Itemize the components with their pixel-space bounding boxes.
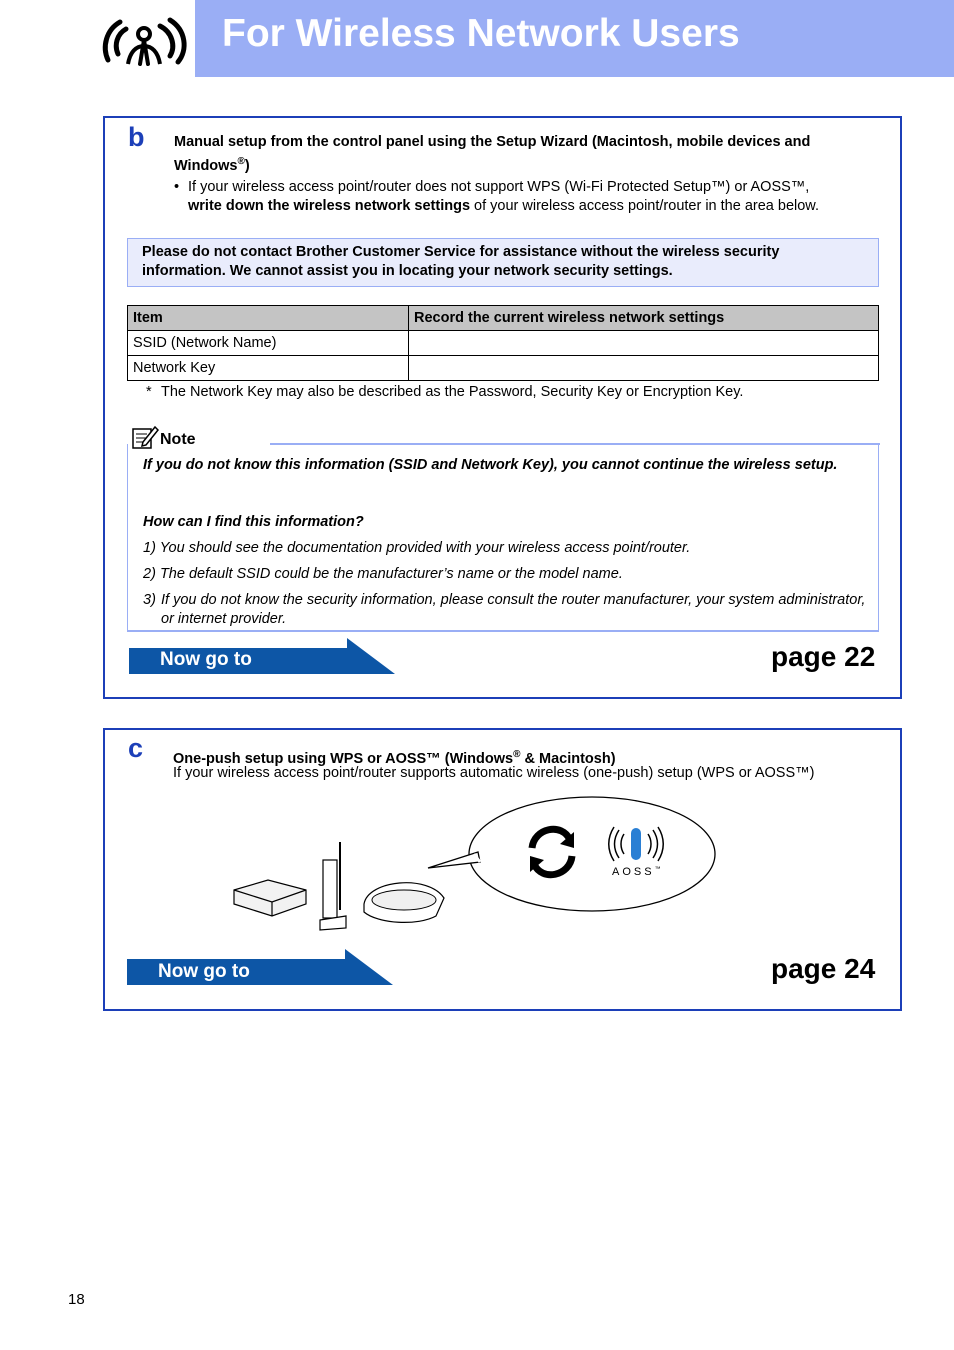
note-question: How can I find this information? [143, 514, 364, 530]
antenna-router-icon [320, 842, 346, 930]
dome-router-icon [364, 883, 444, 923]
section-b-bullet-text [188, 178, 888, 216]
note-label: Note [160, 431, 196, 448]
note-item-num: 1) [143, 540, 156, 556]
section-c-title-end: & Macintosh) [520, 750, 616, 767]
section-c-text: If your wireless access point/router supports automatic wireless (one-push) setup (WPS or AOSS™) [173, 765, 815, 781]
note-item-text: If you do not know the security information, please consult the router manufacturer, your system administrator, or internet provider. [161, 592, 866, 627]
table-header-record: Record the current wireless network settings [409, 306, 879, 331]
footnote-text: The Network Key may also be described as the Password, Security Key or Encryption Key. [161, 384, 744, 400]
footnote-mark: * [146, 384, 152, 400]
table-row [128, 356, 879, 381]
page-ref-22[interactable]: page 22 [771, 641, 876, 672]
page-title: For Wireless Network Users [222, 12, 740, 55]
wireless-antenna-icon [100, 12, 188, 70]
note-item-2 [143, 565, 868, 584]
section-b-title-sup: ® [237, 156, 245, 167]
section-c-title-sup: ® [513, 749, 521, 760]
note-item-num: 2) [143, 566, 156, 582]
note-paragraph-1: If you do not know this information (SSID and Network Key), you cannot continue the wireless setup. [143, 457, 838, 473]
section-b-bullet: • [174, 179, 180, 195]
table-cell-ssid-value[interactable] [409, 331, 879, 356]
bullet-text-1: If your wireless access point/router does not support WPS (Wi-Fi Protected Setup™) or AOSS™, [188, 179, 810, 195]
note-item-num: 3) [143, 592, 156, 608]
note-item-3 [143, 591, 868, 629]
table-header-row [128, 306, 879, 331]
section-b-title-text: Manual setup from the control panel using the Setup Wizard (Macintosh, mobile devices and Windows [174, 134, 811, 174]
aoss-label [612, 866, 661, 878]
now-go-to-label: Now go to [160, 649, 252, 670]
speech-bubble [428, 797, 715, 911]
section-c-title-text: One-push setup using WPS or AOSS™ (Windows [173, 750, 514, 767]
section-b-title [174, 133, 884, 176]
section-b-title-end: ) [244, 157, 250, 174]
note-item-text: The default SSID could be the manufacturer’s name or the model name. [159, 566, 623, 582]
table-cell-network-key: Network Key [128, 356, 409, 381]
now-go-to-label: Now go to [158, 961, 250, 982]
table-header-item: Item [128, 306, 409, 331]
table-cell-ssid: SSID (Network Name) [128, 331, 409, 356]
page-number: 18 [68, 1291, 85, 1308]
warning-text: Please do not contact Brother Customer Service for assistance without the wireless security information. We cannot assist you in locating your network security settings. [142, 244, 780, 279]
step-letter-b: b [128, 122, 145, 152]
bullet-text-2: of your wireless access point/router in the area below. [474, 198, 820, 214]
wireless-devices-illustration [228, 792, 718, 932]
router-box-icon [234, 880, 306, 916]
aoss-tm: ™ [654, 866, 661, 873]
note-item-1 [143, 539, 868, 558]
bullet-text-bold: write down the wireless network settings [188, 198, 471, 214]
note-item-text: You should see the documentation provided with your wireless access point/router. [159, 540, 691, 556]
page-ref-24[interactable]: page 24 [771, 953, 876, 984]
settings-table [127, 305, 879, 381]
aoss-text: AOSS [612, 866, 655, 878]
table-row [128, 331, 879, 356]
table-cell-network-key-value[interactable] [409, 356, 879, 381]
step-letter-c: c [128, 733, 144, 763]
